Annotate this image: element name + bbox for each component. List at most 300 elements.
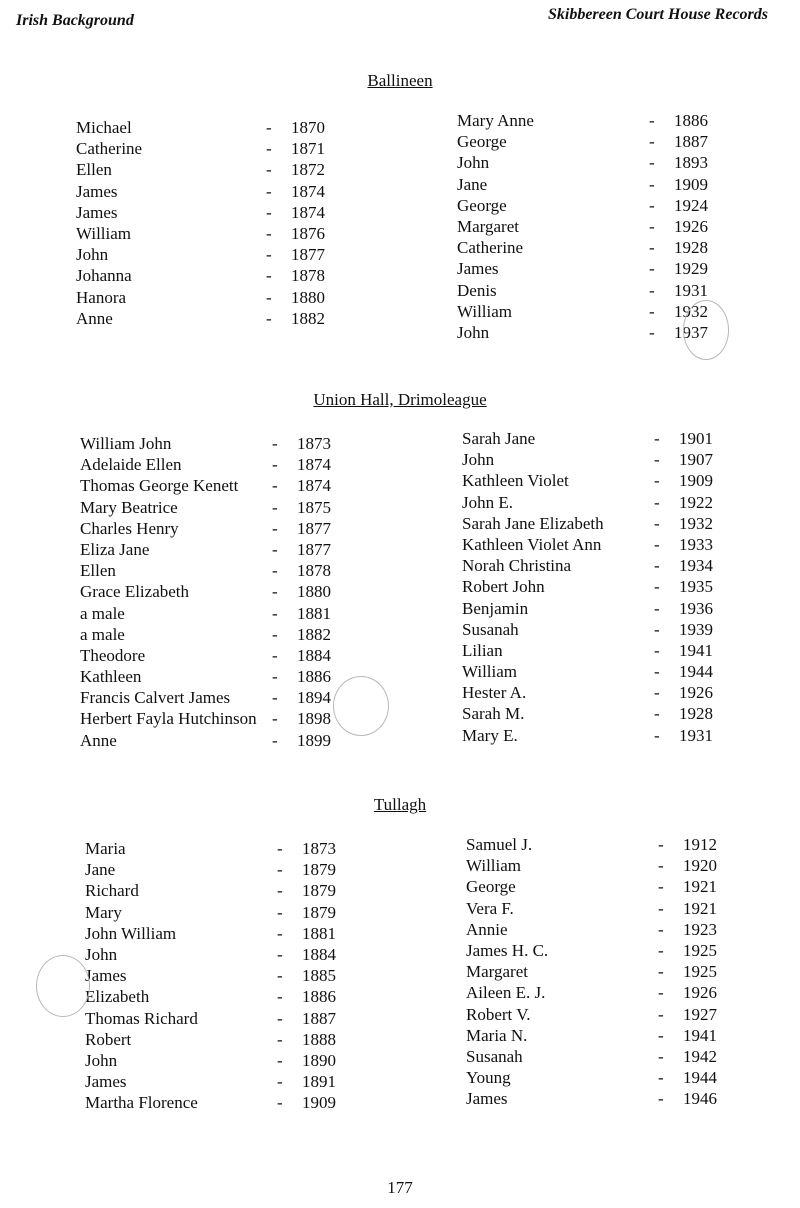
record-name: Hester A. [462, 683, 527, 703]
record-year: 1899 [297, 730, 331, 750]
record-name: James [457, 259, 499, 279]
record-name: George [457, 195, 507, 215]
record-name: James [76, 202, 118, 222]
record-year: 1884 [297, 645, 331, 665]
record-year: 1880 [291, 287, 325, 307]
record-name: Thomas Richard [85, 1008, 198, 1028]
record-year: 1942 [683, 1046, 717, 1066]
record-separator: - [654, 534, 660, 554]
record-row [85, 859, 375, 880]
record-year: 1874 [291, 202, 325, 222]
record-separator: - [272, 688, 278, 708]
record-row [85, 1008, 375, 1029]
record-separator: - [272, 730, 278, 750]
record-row [80, 645, 370, 666]
section-title-tullagh: Tullagh [373, 795, 427, 814]
record-separator: - [272, 455, 278, 475]
record-year: 1924 [674, 195, 708, 215]
record-row [76, 181, 346, 202]
record-year: 1898 [297, 709, 331, 729]
record-name: Johanna [76, 266, 132, 286]
record-separator: - [649, 174, 655, 194]
record-separator: - [277, 1008, 283, 1028]
record-row [80, 687, 370, 708]
record-name: Sarah Jane [462, 429, 536, 448]
record-year: 1927 [683, 1004, 717, 1024]
record-year: 1877 [291, 245, 325, 265]
record-row [466, 1088, 766, 1109]
record-year: 1874 [291, 181, 325, 201]
record-row [462, 598, 762, 619]
record-year: 1893 [674, 153, 708, 173]
record-year: 1886 [302, 987, 336, 1007]
record-separator: - [658, 1025, 664, 1045]
record-name: George [457, 132, 507, 152]
record-separator: - [272, 434, 278, 453]
record-row [462, 725, 762, 746]
record-year: 1909 [674, 174, 708, 194]
record-separator: - [277, 902, 283, 922]
record-name: Elizabeth [85, 987, 150, 1007]
record-row [462, 428, 762, 449]
record-name: James H. C. [466, 940, 549, 960]
record-separator: - [658, 962, 664, 982]
record-year: 1921 [683, 877, 717, 897]
record-year: 1872 [291, 160, 325, 180]
record-year: 1886 [297, 667, 331, 687]
record-name: John [85, 1050, 118, 1070]
record-year: 1907 [679, 450, 713, 470]
record-row [80, 666, 370, 687]
record-name: Sarah M. [462, 704, 525, 724]
record-separator: - [277, 1029, 283, 1049]
record-row [466, 876, 766, 897]
record-name: Robert [85, 1029, 132, 1049]
record-year: 1929 [674, 259, 708, 279]
record-year: 1935 [679, 577, 713, 597]
record-year: 1879 [302, 860, 336, 880]
record-year: 1909 [302, 1093, 336, 1113]
record-name: Anne [80, 730, 117, 750]
record-name: John William [85, 923, 177, 943]
record-name: Adelaide Ellen [80, 455, 182, 475]
record-row [80, 624, 370, 645]
record-separator: - [654, 725, 660, 745]
record-name: Jane [457, 174, 488, 194]
record-row [462, 513, 762, 534]
record-name: Grace Elizabeth [80, 582, 190, 602]
record-row [85, 902, 375, 923]
record-name: William [466, 856, 522, 876]
record-separator: - [266, 287, 272, 307]
record-separator: - [272, 667, 278, 687]
record-separator: - [266, 223, 272, 243]
record-separator: - [654, 556, 660, 576]
record-separator: - [658, 1068, 664, 1088]
record-separator: - [266, 118, 272, 137]
record-row [76, 117, 346, 138]
record-row [76, 202, 346, 223]
record-name: John [457, 322, 490, 342]
record-name: Ellen [80, 561, 116, 581]
record-year: 1926 [683, 983, 717, 1003]
record-year: 1882 [291, 308, 325, 328]
record-name: Denis [457, 280, 497, 300]
record-name: Susanah [466, 1046, 523, 1066]
record-year: 1890 [302, 1050, 336, 1070]
tullagh-right-column [466, 834, 766, 1109]
record-row [466, 898, 766, 919]
record-year: 1879 [302, 881, 336, 901]
record-separator: - [658, 856, 664, 876]
record-row [80, 497, 370, 518]
record-name: John [462, 450, 495, 470]
record-year: 1920 [683, 856, 717, 876]
record-row [85, 1092, 375, 1113]
record-name: Benjamin [462, 598, 529, 618]
record-row [457, 131, 757, 152]
record-separator: - [277, 923, 283, 943]
record-row [80, 708, 370, 729]
record-separator: - [649, 195, 655, 215]
record-separator: - [272, 497, 278, 517]
record-name: Margaret [466, 962, 528, 982]
record-row [80, 518, 370, 539]
record-row [466, 834, 766, 855]
record-separator: - [658, 1046, 664, 1066]
record-year: 1870 [291, 118, 325, 137]
record-row [80, 475, 370, 496]
record-name: William [457, 301, 513, 321]
record-separator: - [654, 619, 660, 639]
record-name: Anne [76, 308, 113, 328]
record-name: Catherine [76, 139, 143, 159]
record-separator: - [266, 202, 272, 222]
record-row [457, 152, 757, 173]
record-year: 1921 [683, 898, 717, 918]
record-row [80, 581, 370, 602]
record-year: 1876 [291, 223, 325, 243]
record-row [462, 640, 762, 661]
record-year: 1941 [683, 1025, 717, 1045]
record-year: 1879 [302, 902, 336, 922]
record-row [466, 982, 766, 1003]
record-name: Michael [76, 118, 132, 137]
record-name: Norah Christina [462, 556, 572, 576]
running-header-left: Irish Background [16, 12, 134, 29]
record-separator: - [654, 683, 660, 703]
record-row [76, 287, 346, 308]
record-row [466, 919, 766, 940]
record-name: Hanora [76, 287, 127, 307]
record-separator: - [658, 1089, 664, 1109]
record-name: Kathleen Violet [462, 471, 569, 491]
record-name: Ellen [76, 160, 112, 180]
record-name: Annie [466, 919, 508, 939]
running-header-right: Skibbereen Court House Records [547, 6, 768, 23]
record-row [457, 110, 757, 131]
record-name: Lilian [462, 640, 503, 660]
record-name: Aileen E. J. [466, 983, 546, 1003]
record-separator: - [272, 539, 278, 559]
record-separator: - [277, 1050, 283, 1070]
record-name: Robert John [462, 577, 545, 597]
record-row [457, 216, 757, 237]
section-title-ballineen: Ballineen [367, 71, 433, 90]
record-year: 1891 [302, 1072, 336, 1092]
record-year: 1939 [679, 619, 713, 639]
record-year: 1873 [302, 839, 336, 858]
record-separator: - [658, 1004, 664, 1024]
record-name: Richard [85, 881, 139, 901]
record-year: 1909 [679, 471, 713, 491]
record-separator: - [272, 518, 278, 538]
record-name: Margaret [457, 216, 519, 236]
ballineen-left-column [76, 117, 346, 329]
record-year: 1881 [297, 603, 331, 623]
record-row [462, 449, 762, 470]
record-year: 1933 [679, 534, 713, 554]
record-year: 1901 [679, 429, 713, 448]
record-separator: - [277, 839, 283, 858]
record-separator: - [272, 561, 278, 581]
record-name: Catherine [457, 238, 524, 258]
record-name: Samuel J. [466, 835, 533, 854]
record-row [80, 433, 370, 454]
record-row [85, 923, 375, 944]
record-name: Susanah [462, 619, 519, 639]
record-separator: - [654, 513, 660, 533]
paper-stain [683, 300, 729, 360]
record-row [457, 258, 757, 279]
page-number: 177 [387, 1178, 413, 1197]
record-row [466, 1025, 766, 1046]
record-year: 1934 [679, 556, 713, 576]
record-name: George [466, 877, 516, 897]
record-year: 1873 [297, 434, 331, 453]
record-row [466, 940, 766, 961]
record-separator: - [272, 603, 278, 623]
record-row [76, 265, 346, 286]
paper-stain [333, 676, 389, 736]
record-row [76, 159, 346, 180]
record-year: 1882 [297, 624, 331, 644]
record-name: Mary [85, 902, 122, 922]
record-year: 1931 [679, 725, 713, 745]
record-row [76, 223, 346, 244]
record-separator: - [266, 266, 272, 286]
record-year: 1926 [679, 683, 713, 703]
record-separator: - [654, 640, 660, 660]
record-row [85, 944, 375, 965]
record-separator: - [649, 238, 655, 258]
record-name: William John [80, 434, 172, 453]
record-row [85, 1071, 375, 1092]
record-separator: - [649, 259, 655, 279]
record-row [462, 534, 762, 555]
record-name: William [76, 223, 132, 243]
union-hall-left-column [80, 433, 370, 751]
record-year: 1944 [679, 662, 713, 682]
record-separator: - [654, 429, 660, 448]
record-separator: - [654, 450, 660, 470]
record-separator: - [654, 598, 660, 618]
record-year: 1925 [683, 962, 717, 982]
record-name: John [76, 245, 109, 265]
record-name: Vera F. [466, 898, 514, 918]
record-name: Mary Beatrice [80, 497, 178, 517]
record-row [85, 880, 375, 901]
record-row [80, 454, 370, 475]
record-separator: - [654, 704, 660, 724]
section-title-union-hall: Union Hall, Drimoleague [313, 390, 487, 409]
record-year: 1874 [297, 455, 331, 475]
record-separator: - [266, 181, 272, 201]
record-year: 1912 [683, 835, 717, 854]
record-year: 1880 [297, 582, 331, 602]
record-name: Kathleen [80, 667, 142, 687]
record-separator: - [649, 216, 655, 236]
record-year: 1878 [297, 561, 331, 581]
record-name: James [76, 181, 118, 201]
record-row [85, 1050, 375, 1071]
record-row [466, 1067, 766, 1088]
record-year: 1931 [674, 280, 708, 300]
record-year: 1926 [674, 216, 708, 236]
record-separator: - [649, 153, 655, 173]
record-separator: - [266, 245, 272, 265]
record-row [85, 965, 375, 986]
record-separator: - [649, 111, 655, 130]
record-year: 1877 [297, 518, 331, 538]
record-row [80, 730, 370, 751]
record-row [466, 855, 766, 876]
record-year: 1928 [674, 238, 708, 258]
record-separator: - [658, 919, 664, 939]
record-separator: - [658, 983, 664, 1003]
record-row [85, 1029, 375, 1050]
record-name: John [85, 944, 118, 964]
record-separator: - [658, 940, 664, 960]
record-row [466, 1004, 766, 1025]
record-name: Mary Anne [457, 111, 534, 130]
record-separator: - [277, 1093, 283, 1113]
record-year: 1874 [297, 476, 331, 496]
record-separator: - [272, 624, 278, 644]
record-separator: - [654, 492, 660, 512]
record-year: 1877 [297, 539, 331, 559]
record-row [457, 280, 757, 301]
record-name: Francis Calvert James [80, 688, 231, 708]
record-separator: - [654, 577, 660, 597]
record-name: Theodore [80, 645, 146, 665]
record-row [462, 619, 762, 640]
record-row [457, 195, 757, 216]
record-row [462, 703, 762, 724]
record-separator: - [272, 645, 278, 665]
record-year: 1936 [679, 598, 713, 618]
record-row [457, 174, 757, 195]
record-year: 1887 [302, 1008, 336, 1028]
record-name: a male [80, 624, 125, 644]
record-year: 1875 [297, 497, 331, 517]
record-name: Jane [85, 860, 116, 880]
record-name: Maria N. [466, 1025, 528, 1045]
record-name: a male [80, 603, 125, 623]
record-row [76, 138, 346, 159]
record-name: Thomas George Kenett [80, 476, 239, 496]
record-row [80, 539, 370, 560]
record-year: 1887 [674, 132, 708, 152]
record-row [85, 986, 375, 1007]
record-separator: - [277, 987, 283, 1007]
record-year: 1932 [679, 513, 713, 533]
record-separator: - [654, 662, 660, 682]
record-name: Charles Henry [80, 518, 179, 538]
record-year: 1881 [302, 923, 336, 943]
record-year: 1884 [302, 944, 336, 964]
record-year: 1871 [291, 139, 325, 159]
record-separator: - [654, 471, 660, 491]
record-name: James [85, 1072, 127, 1092]
record-year: 1894 [297, 688, 331, 708]
record-name: Mary E. [462, 725, 518, 745]
record-row [462, 492, 762, 513]
record-row [85, 838, 375, 859]
record-name: Martha Florence [85, 1093, 198, 1113]
record-separator: - [649, 132, 655, 152]
record-separator: - [266, 139, 272, 159]
record-year: 1923 [683, 919, 717, 939]
record-name: Maria [85, 839, 126, 858]
record-row [462, 576, 762, 597]
record-year: 1946 [683, 1089, 717, 1109]
record-row [466, 961, 766, 982]
record-name: Kathleen Violet Ann [462, 534, 602, 554]
record-name: William [462, 662, 518, 682]
record-name: John E. [462, 492, 513, 512]
record-year: 1888 [302, 1029, 336, 1049]
union-hall-right-column [462, 428, 762, 746]
record-year: 1878 [291, 266, 325, 286]
record-separator: - [658, 898, 664, 918]
record-name: James [85, 966, 127, 986]
record-row [76, 308, 346, 329]
record-year: 1944 [683, 1068, 717, 1088]
record-name: Sarah Jane Elizabeth [462, 513, 604, 533]
record-row [462, 682, 762, 703]
record-year: 1886 [674, 111, 708, 130]
record-separator: - [266, 308, 272, 328]
record-name: Eliza Jane [80, 539, 150, 559]
tullagh-left-column [85, 838, 375, 1113]
record-row [462, 661, 762, 682]
record-year: 1928 [679, 704, 713, 724]
record-year: 1885 [302, 966, 336, 986]
record-separator: - [658, 835, 664, 854]
record-separator: - [277, 944, 283, 964]
paper-stain [36, 955, 90, 1017]
record-row [462, 470, 762, 491]
record-row [457, 237, 757, 258]
record-separator: - [649, 322, 655, 342]
record-separator: - [272, 582, 278, 602]
record-row [76, 244, 346, 265]
record-separator: - [266, 160, 272, 180]
record-name: Young [466, 1068, 511, 1088]
record-year: 1941 [679, 640, 713, 660]
record-separator: - [277, 1072, 283, 1092]
